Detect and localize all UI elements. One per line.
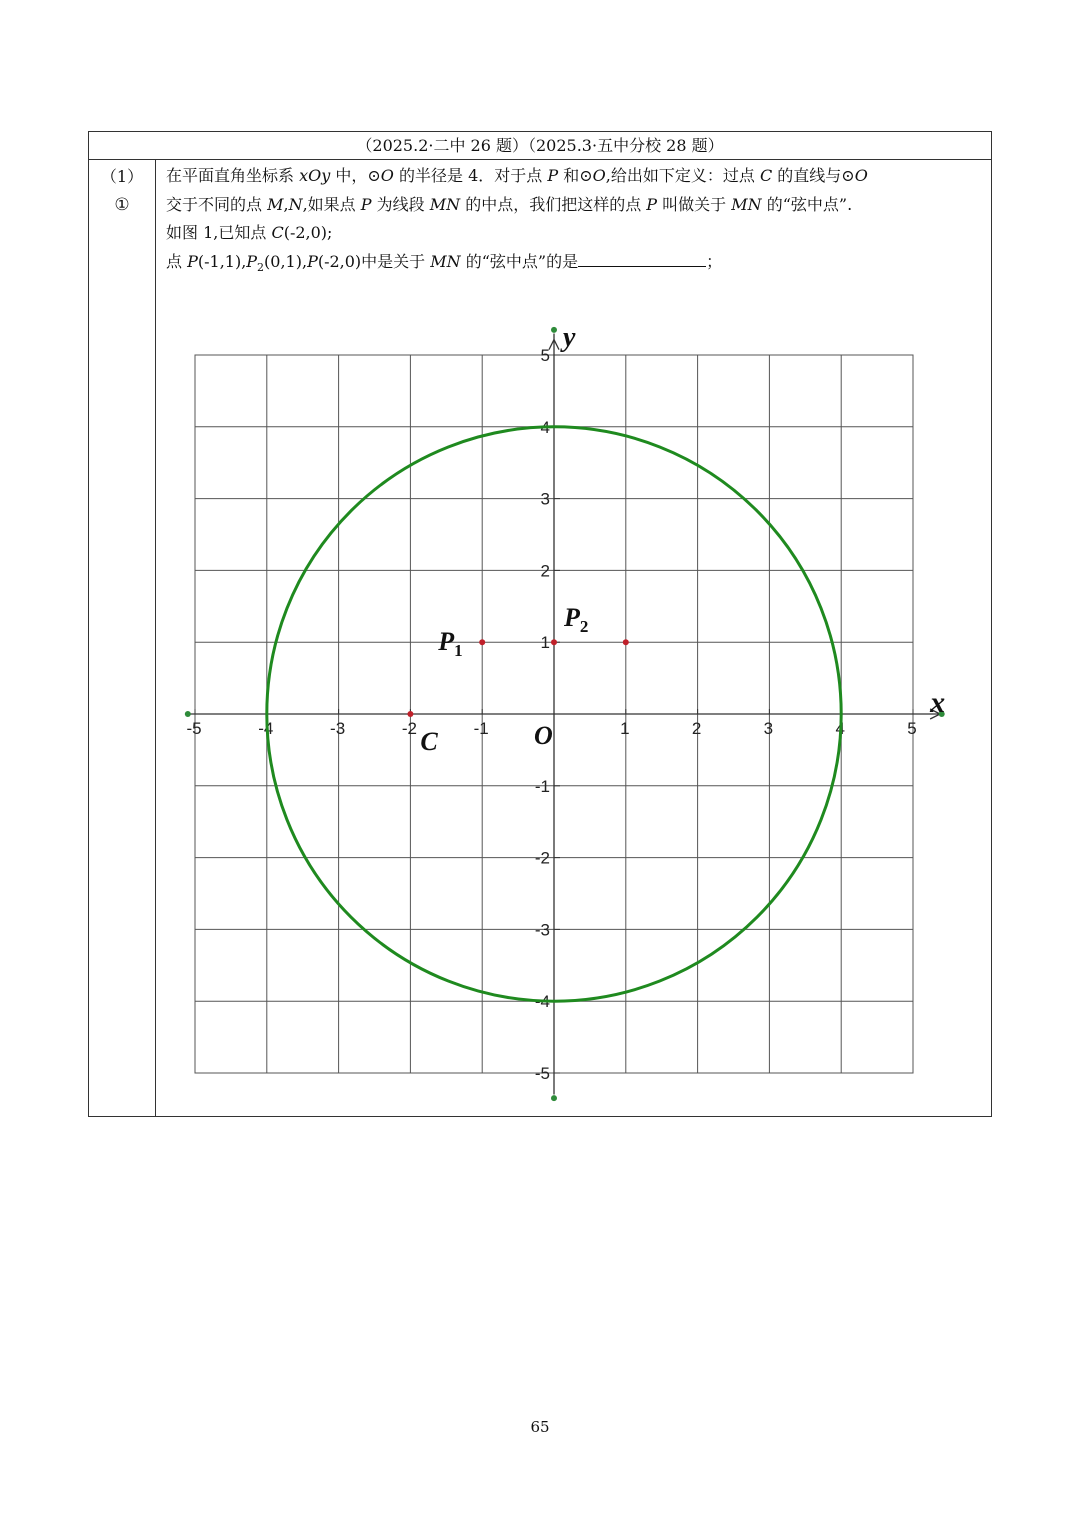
y-tick-label: 5	[540, 346, 550, 365]
y-tick-label: 4	[540, 417, 550, 437]
axis-end-dot	[551, 327, 557, 333]
y-tick-label: 2	[540, 561, 550, 581]
question-line-1: 在平面直角坐标系 xOy 中，⊙O 的半径是 4．对于点 P 和⊙O,给出如下定义：过点 C 的直线与⊙O	[166, 166, 868, 185]
question-number: （1）	[100, 167, 144, 186]
point-p3	[623, 639, 629, 645]
question-line-2: 交于不同的点 M,N,如果点 P 为线段 MN 的中点，我们把这样的点 P 叫做关于 MN 的“弦中点”.	[166, 194, 853, 214]
question-line-4: 点 $P(-1,1),P_2(0,1),P(-2,0)$中是关于 MN 的“弦中点”的是 ；	[166, 251, 723, 274]
y-tick-label: -3	[534, 920, 550, 940]
x-tick-label: -1	[473, 719, 489, 738]
x-tick-label: 2	[691, 719, 702, 738]
question-subnumber: ①	[114, 195, 130, 215]
origin-label: O	[534, 721, 553, 750]
x-tick-label: -3	[330, 719, 346, 738]
y-tick-label: -1	[534, 776, 550, 796]
x-tick-label: 5	[907, 719, 917, 738]
point-c	[407, 711, 413, 717]
point-p1	[479, 639, 485, 645]
y-tick-label: 3	[540, 489, 550, 509]
y-tick-label: -2	[534, 848, 550, 868]
x-axis-label: x	[930, 686, 946, 719]
point-p2	[551, 639, 557, 645]
axis-end-dot	[185, 711, 191, 717]
point-label-p1: $P_1$	[438, 627, 463, 661]
point-label-c: C	[420, 727, 438, 756]
x-tick-label: 1	[620, 719, 630, 738]
x-tick-label: -5	[186, 719, 202, 738]
y-tick-label: 1	[540, 633, 550, 653]
x-tick-label: -2	[401, 719, 417, 738]
x-tick-label: 3	[763, 719, 774, 738]
page-number: 65	[530, 1418, 550, 1436]
source-header: （2025.2·二中 26 题）（2025.3·五中分校 28 题）	[89, 132, 991, 160]
y-tick-label: -4	[534, 992, 550, 1012]
axis-end-dot	[551, 1095, 557, 1101]
x-tick-label: 4	[835, 719, 845, 738]
point-label-p2: $P_2$	[564, 603, 589, 637]
y-tick-label: -5	[534, 1064, 550, 1083]
question-line-3: 如图 1,已知点 C(-2,0);	[166, 223, 333, 242]
y-axis-label: y	[563, 321, 576, 353]
x-tick-label: -4	[258, 719, 274, 738]
